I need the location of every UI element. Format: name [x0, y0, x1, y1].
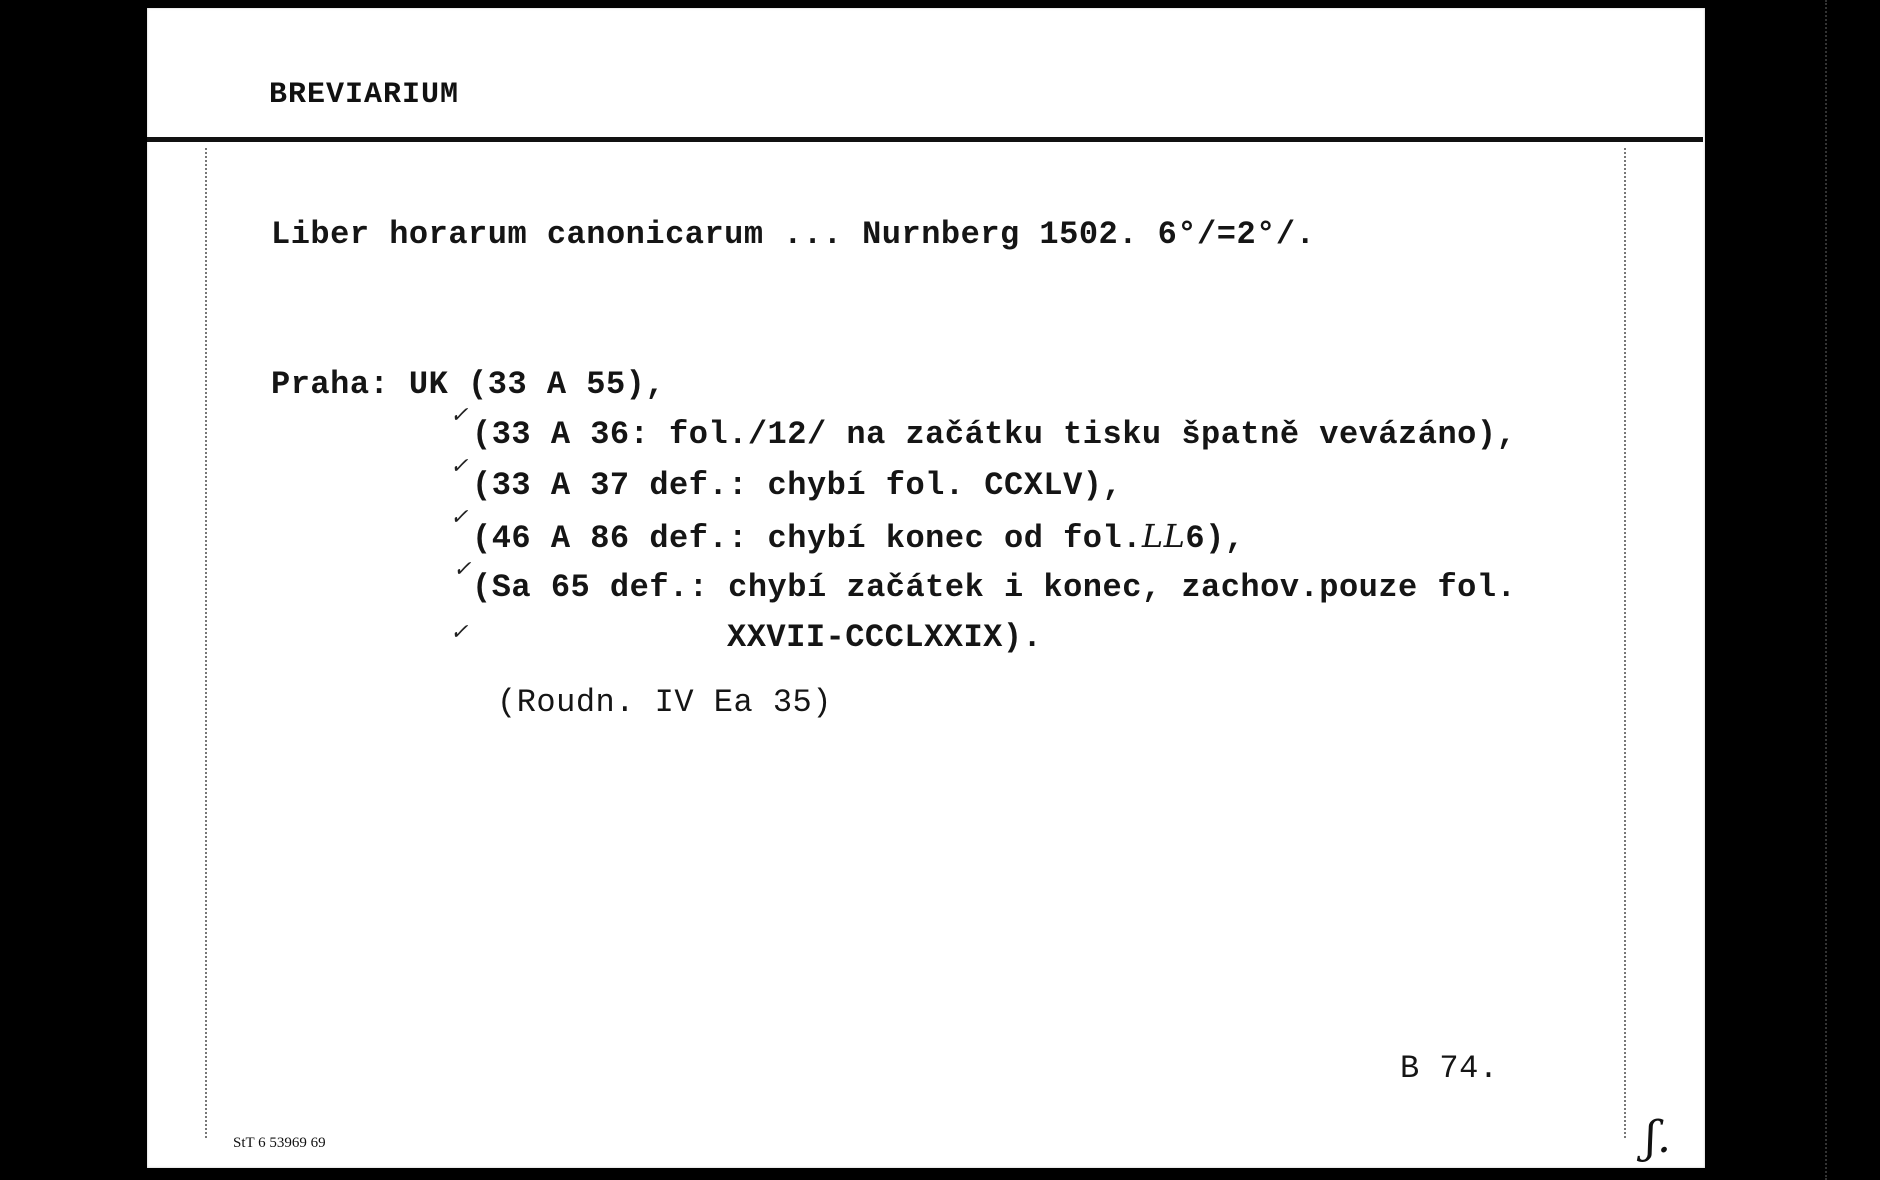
- holdings-prague: Praha: UK (33 A 55),: [271, 366, 666, 403]
- copy-entry-2: (33 A 37 def.: chybí fol. CCXLV),: [472, 467, 1123, 504]
- copy-entry-3-text: (46 A 86 def.: chybí konec od fol.: [472, 520, 1142, 557]
- handwritten-corner-mark: ʃ.: [1645, 1112, 1671, 1163]
- check-mark-3: ✓: [450, 505, 469, 530]
- copy-entry-1: (33 A 36: fol./12/ na začátku tisku špatně vevázáno),: [472, 416, 1517, 453]
- right-margin-line: [1624, 148, 1626, 1138]
- left-margin-line: [205, 148, 207, 1138]
- copy-entry-3-tail: 6),: [1185, 520, 1245, 557]
- copy-entry-4: (Sa 65 def.: chybí začátek i konec, zachov.pouze fol.: [472, 569, 1517, 606]
- copy-entry-4-continued: XXVII-CCCLXXIX).: [727, 619, 1043, 656]
- card-heading: BREVIARIUM: [269, 78, 460, 112]
- check-mark-2: ✓: [450, 454, 469, 479]
- catalog-card: [147, 8, 1705, 1168]
- print-code: StT 6 53969 69: [233, 1135, 326, 1151]
- heading-rule: [147, 137, 1703, 142]
- roudnice-holding: (Roudn. IV Ea 35): [497, 684, 832, 721]
- scan-edge-dots: [1825, 0, 1827, 1180]
- shelf-mark: B 74.: [1400, 1050, 1499, 1087]
- check-mark-5: ✓: [450, 620, 469, 645]
- handwritten-folio: LL: [1141, 517, 1186, 555]
- title-entry: Liber horarum canonicarum ... Nurnberg 1502. 6°/=2°/.: [271, 216, 1316, 253]
- check-mark-1: ✓: [450, 403, 469, 428]
- check-mark-4: ✓: [453, 557, 472, 582]
- copy-entry-3: [472, 517, 1245, 557]
